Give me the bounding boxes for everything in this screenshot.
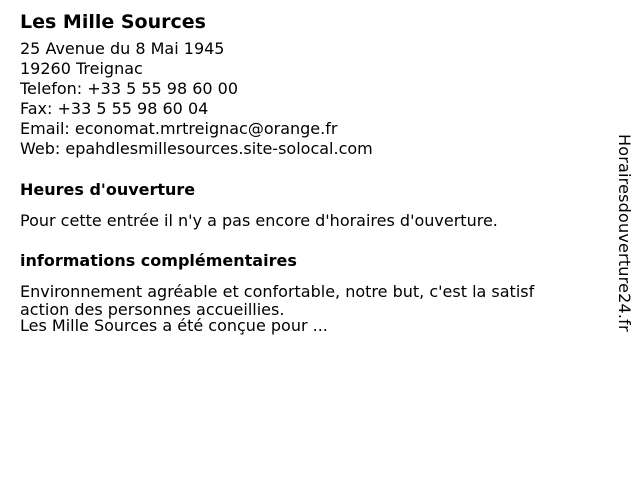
fax-line: Fax: +33 5 55 98 60 04 bbox=[20, 99, 209, 118]
info-line-3: Les Mille Sources a été conçue pour ... bbox=[20, 316, 328, 335]
email-label: Email: bbox=[20, 119, 75, 138]
email-line bbox=[20, 119, 600, 139]
web-label: Web: bbox=[20, 139, 66, 158]
phone-line: Telefon: +33 5 55 98 60 00 bbox=[20, 79, 239, 98]
info-line-1: Environnement agréable et confortable, notre but, c'est la satisf bbox=[20, 282, 535, 301]
info-heading: informations complémentaires bbox=[20, 251, 297, 270]
hours-text: Pour cette entrée il n'y a pas encore d'horaires d'ouverture. bbox=[20, 211, 498, 230]
web-link[interactable]: epahdlesmillesources.site-solocal.com bbox=[65, 139, 373, 158]
web-line bbox=[20, 139, 600, 159]
site-brand-label: Horairesdouverture24.fr bbox=[615, 134, 634, 332]
hours-heading: Heures d'ouverture bbox=[20, 180, 196, 199]
info-line-2: action des personnes accueillies. bbox=[20, 300, 285, 319]
business-name: Les Mille Sources bbox=[20, 11, 206, 33]
address-line-1: 25 Avenue du 8 Mai 1945 bbox=[20, 39, 225, 58]
address-line-2: 19260 Treignac bbox=[20, 59, 143, 78]
email-link[interactable]: economat.mrtreignac@orange.fr bbox=[74, 119, 338, 138]
business-card bbox=[20, 9, 600, 334]
